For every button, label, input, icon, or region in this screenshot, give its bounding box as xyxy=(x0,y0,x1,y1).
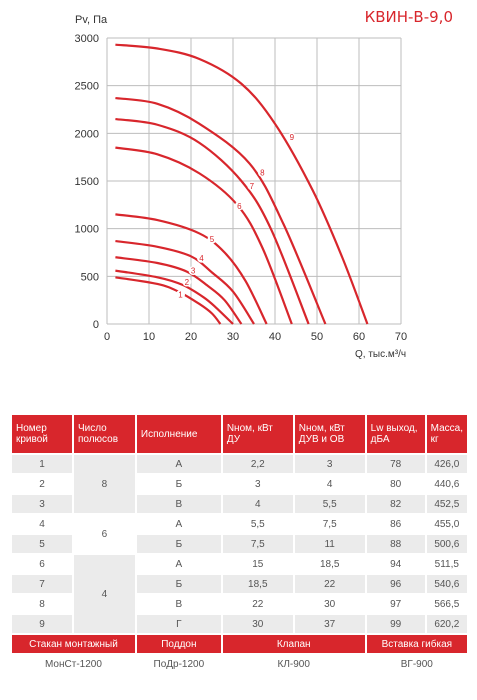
execution: А xyxy=(175,558,183,570)
lw-output: 88 xyxy=(367,535,425,553)
header-power-du: Nном, кВт ДУ xyxy=(223,415,293,453)
lw-output: 99 xyxy=(367,615,425,633)
y-tick-label: 0 xyxy=(92,319,99,331)
header-curve: Номер кривой xyxy=(12,415,72,453)
power-duv: 7,5 xyxy=(322,518,337,530)
curve-number: 5 xyxy=(12,535,72,553)
power-duv: 11 xyxy=(295,535,365,553)
x-tick-label: 20 xyxy=(184,331,198,343)
power-du: 22 xyxy=(252,598,264,610)
header-execution: Исполнение xyxy=(137,415,221,453)
mass: 540,6 xyxy=(427,575,467,593)
accessory-header: Клапан xyxy=(223,635,365,653)
lw-output: 86 xyxy=(390,518,402,530)
mass: 426,0 xyxy=(427,455,467,473)
mass: 620,2 xyxy=(427,615,467,633)
table-body xyxy=(12,455,467,673)
execution: А xyxy=(137,455,221,473)
accessory-value: ПоДр-1200 xyxy=(137,655,221,673)
curve-number: 2 xyxy=(39,478,45,490)
power-du: 4 xyxy=(223,495,293,513)
series-label-8: 8 xyxy=(260,168,265,178)
table-row xyxy=(12,515,467,533)
mass: 511,5 xyxy=(434,558,459,570)
power-duv: 4 xyxy=(326,478,333,490)
poles-count: 8 xyxy=(74,455,135,513)
curve-number: 8 xyxy=(39,598,45,610)
y-tick-label: 1500 xyxy=(74,176,99,188)
execution: В xyxy=(175,598,183,610)
y-tick-label: 1000 xyxy=(74,223,99,236)
header-mass: Масса, кг xyxy=(427,415,467,453)
x-tick-label: 0 xyxy=(103,331,111,343)
y-tick-label: 2500 xyxy=(74,80,99,93)
execution: В xyxy=(137,495,221,513)
series-label-3: 3 xyxy=(190,266,196,276)
power-du: 18,5 xyxy=(223,575,293,593)
execution: Б xyxy=(137,535,221,553)
power-duv: 37 xyxy=(295,615,365,633)
mass: 566,5 xyxy=(434,598,460,610)
power-du: 7,5 xyxy=(223,535,293,553)
series-label-6: 6 xyxy=(237,201,242,211)
power-du: 2,2 xyxy=(223,455,293,473)
accessory-value: КЛ-900 xyxy=(223,655,365,673)
x-tick-label: 70 xyxy=(394,331,408,343)
x-tick-label: 40 xyxy=(268,331,282,343)
series-label-7: 7 xyxy=(249,181,255,191)
table-header-row xyxy=(12,415,467,453)
mass: 500,6 xyxy=(427,535,467,553)
lw-output: 94 xyxy=(390,558,402,570)
poles-count: 6 xyxy=(74,515,135,553)
x-axis-label: Q, тыс.м³/ч xyxy=(355,349,407,360)
curve-number: 4 xyxy=(39,518,45,530)
power-du: 5,5 xyxy=(250,518,265,530)
spec-table xyxy=(10,413,469,675)
mass: 455,0 xyxy=(434,518,460,530)
lw-output: 80 xyxy=(390,478,402,490)
x-tick-label: 30 xyxy=(226,331,240,343)
y-tick-label: 500 xyxy=(80,271,99,284)
x-tick-label: 10 xyxy=(142,331,156,343)
series-label-9: 9 xyxy=(289,133,295,143)
series-label-1: 1 xyxy=(178,290,183,300)
header-lw: Lw выход, дБА xyxy=(367,415,425,453)
poles-count: 4 xyxy=(74,555,135,633)
lw-output: 97 xyxy=(390,598,402,610)
execution: Б xyxy=(137,575,221,593)
accessory-header: Вставка гибкая xyxy=(367,635,467,653)
accessory-header: Поддон xyxy=(137,635,221,653)
execution: Г xyxy=(137,615,221,633)
power-du: 15 xyxy=(252,558,264,570)
y-axis-label: Pv, Па xyxy=(75,14,108,26)
x-tick-label: 50 xyxy=(310,331,324,343)
lw-output: 78 xyxy=(367,455,425,473)
x-tick-label: 60 xyxy=(352,331,366,343)
y-tick-label: 2000 xyxy=(74,128,99,141)
accessories-header-row xyxy=(12,635,467,653)
accessories-value-row xyxy=(12,655,467,673)
series-label-5: 5 xyxy=(209,235,215,245)
power-du: 3 xyxy=(255,478,261,490)
power-du: 30 xyxy=(223,615,293,633)
series-label-2: 2 xyxy=(184,278,190,288)
table-row xyxy=(12,555,467,573)
execution: Б xyxy=(175,478,183,490)
series-label-4: 4 xyxy=(199,254,204,264)
lw-output: 96 xyxy=(367,575,425,593)
table-row xyxy=(12,455,467,473)
header-power-duv: Nном, кВт ДУВ и ОВ xyxy=(295,415,365,453)
curve-number: 9 xyxy=(12,615,72,633)
header-poles: Число полюсов xyxy=(74,415,135,453)
accessory-value: МонСт-1200 xyxy=(12,655,135,673)
y-tick-label: 3000 xyxy=(74,33,99,45)
chart-title: КВИН-В-9,0 xyxy=(364,8,453,26)
curve-number: 1 xyxy=(12,455,72,473)
power-duv: 5,5 xyxy=(295,495,365,513)
mass: 440,6 xyxy=(434,478,460,490)
curve-number: 7 xyxy=(12,575,72,593)
accessory-header: Стакан монтажный xyxy=(12,635,135,653)
accessory-value: ВГ-900 xyxy=(367,655,467,673)
series-line-8 xyxy=(115,98,325,324)
mass: 452,5 xyxy=(427,495,467,513)
curve-number: 6 xyxy=(39,558,45,570)
power-duv: 3 xyxy=(295,455,365,473)
power-duv: 22 xyxy=(295,575,365,593)
power-duv: 18,5 xyxy=(319,558,340,570)
execution: А xyxy=(175,518,183,530)
curve-number: 3 xyxy=(12,495,72,513)
power-duv: 30 xyxy=(324,598,336,610)
lw-output: 82 xyxy=(367,495,425,513)
